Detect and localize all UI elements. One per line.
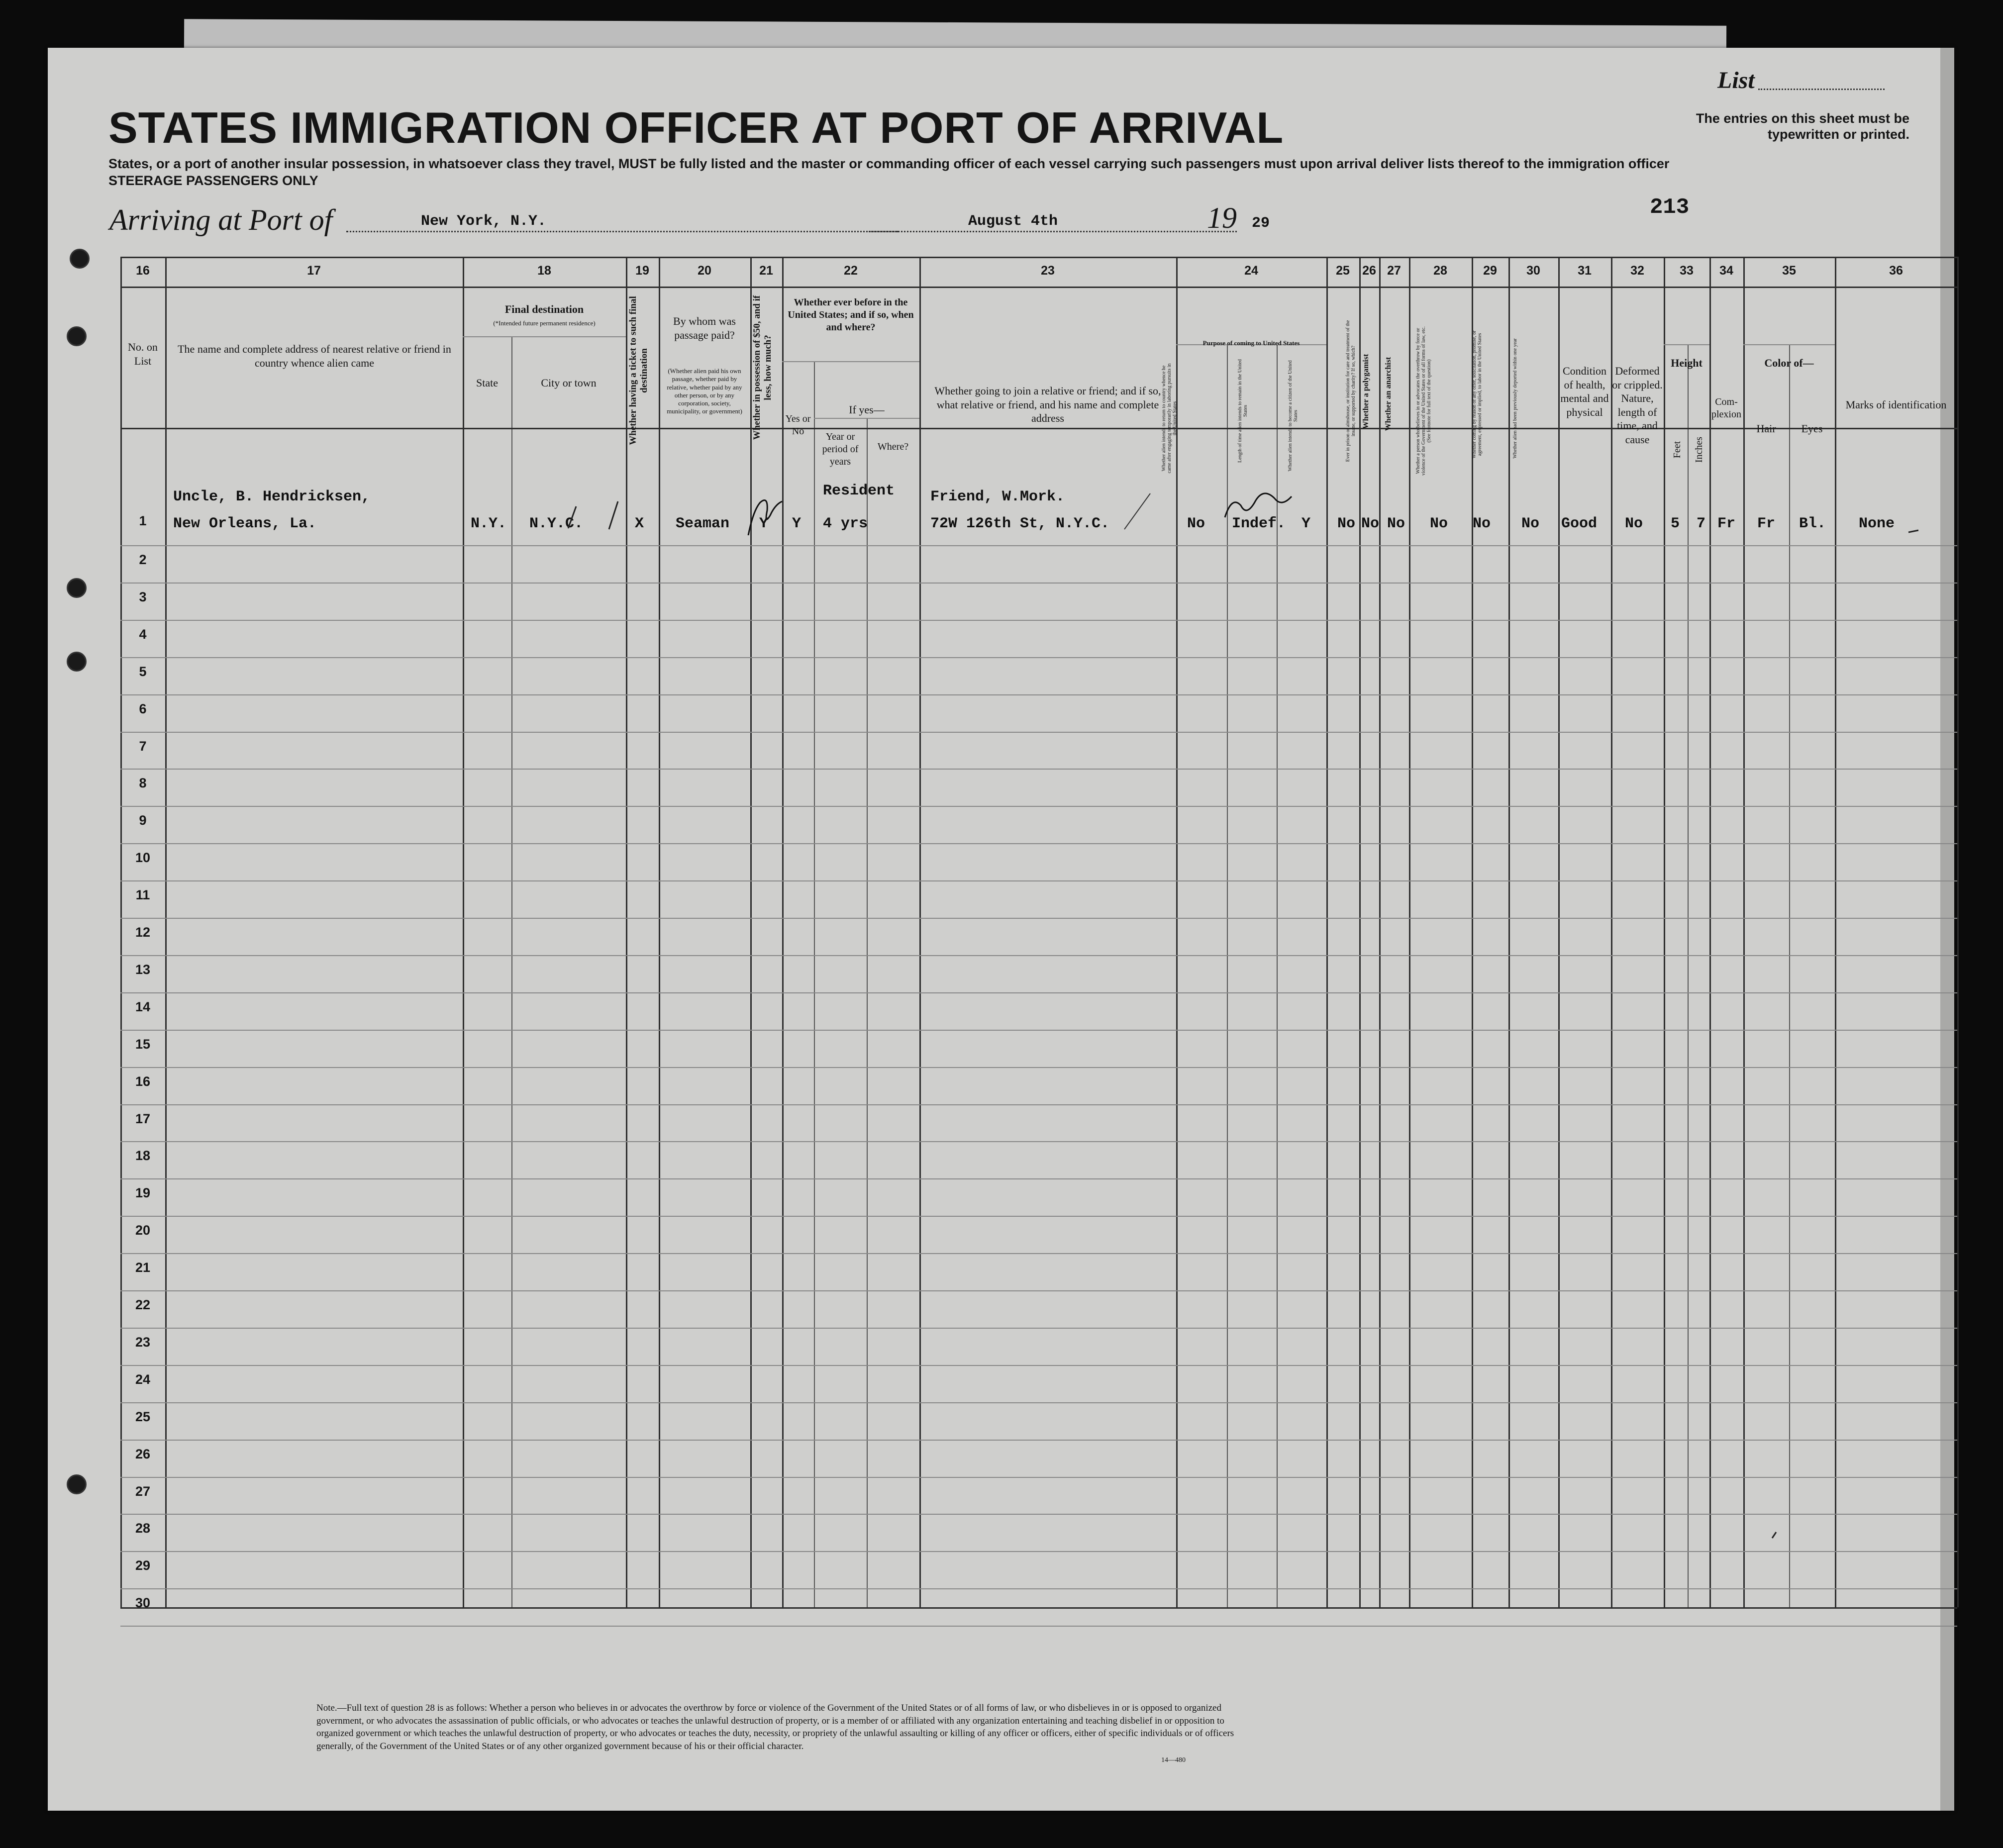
eyes-cell: Bl. — [1799, 515, 1826, 532]
col-number: 21 — [759, 264, 773, 278]
row-number: 3 — [139, 589, 147, 604]
resident-cell: Resident — [823, 483, 895, 499]
header-polygamist: Whether a polygamist — [1362, 354, 1370, 429]
years-cell: 4 yrs — [823, 515, 868, 532]
year-suffix: 29 — [1252, 215, 1270, 232]
header-complexion: Com- plexion — [1711, 396, 1741, 420]
row-number: 11 — [135, 887, 150, 903]
row-number: 29 — [135, 1558, 151, 1573]
row-number: 10 — [135, 850, 151, 866]
col-number: 17 — [307, 264, 321, 278]
row-number: 8 — [139, 776, 147, 791]
relative-address-cell: New Orleans, La. — [173, 515, 317, 532]
inches-cell: 7 — [1697, 515, 1706, 532]
header-marks: Marks of identification — [1845, 398, 1947, 411]
health-cell: Good — [1561, 515, 1598, 532]
row-number: 12 — [135, 925, 151, 940]
footnote: Note.—Full text of question 28 is as follows: Whether a person who believes in or advocates the overthrow by force or violence of the Government of the United States or of all forms of law, or who disbelieves in or is opposed to organized government, or who advocates the assassination of public officials, or who advocates or teaches the unlawful destruction of property, or is a member of or affiliated with any organization entertaining and teaching disbelief in or opposition to organized government or which teaches the unlawful destruction of property, or who advocates or teaches the duty, necessity, or propriety of the unlawful assaulting or killing of any officer or officers, either of specific individuals or of officers generally, of the Government of the United States or of any other organized government because of his or their official character. — [316, 1703, 1234, 1751]
row-number: 21 — [135, 1260, 151, 1275]
join-address-cell: 72W 126th St, N.Y.C. — [930, 515, 1110, 532]
deported-cell: No — [1521, 515, 1540, 532]
year-prefix: 19 — [1207, 201, 1237, 234]
row-number: 16 — [135, 1073, 151, 1089]
header-health: Condition of health, mental and physical — [1560, 365, 1609, 418]
prison-cell: No — [1337, 515, 1356, 532]
city-cell: N.Y.C. — [529, 515, 584, 532]
become-citizen-cell: Y — [1302, 515, 1311, 532]
col-number: 36 — [1889, 264, 1903, 278]
row-number: 20 — [135, 1223, 151, 1238]
header-eyes: Eyes — [1801, 422, 1823, 435]
header-hair: Hair — [1756, 422, 1776, 435]
col-number: 26 — [1362, 264, 1376, 278]
page-number: 213 — [1650, 195, 1690, 220]
col-number: 33 — [1680, 264, 1694, 278]
header-final-destination-sub: (*Intended future permanent residence) — [493, 319, 596, 327]
row-number: 24 — [135, 1371, 151, 1387]
manifest-sheet — [48, 48, 1954, 1811]
row-number: 18 — [135, 1148, 151, 1164]
page-subtitle: States, or a port of another insular possession, in whatsoever class they travel, MUST be fully listed and the master or commanding officer of each vessel carrying such passengers must upon arrival deliver lists thereof to the immigration officer — [108, 156, 1670, 171]
header-passage-paid: By whom was passage paid? — [673, 315, 736, 341]
deformed-cell: No — [1625, 515, 1643, 532]
row-number: 27 — [135, 1483, 151, 1499]
header-overthrow: Whether a person who believes in or advocates the overthrow by force or violence of the Government of the United States or of all forms of law, etc. (See footnote for full text of the question) — [1415, 326, 1432, 476]
row-number: 5 — [139, 664, 147, 679]
header-return-country: Whether alien intends to return to country whence he came after engaging temporarily in laboring pursuits in the United States — [1161, 363, 1178, 474]
complexion-cell: Fr — [1717, 515, 1736, 532]
header-possession-50: Whether in possession of $50, and if less, how much? — [752, 295, 773, 440]
header-become-citizen: Whether alien intends to become a citizen of the United States — [1288, 360, 1299, 472]
page-title: STATES IMMIGRATION OFFICER AT PORT OF ARRIVAL — [108, 103, 1284, 152]
header-deported: Whether alien had been previously deported within one year — [1512, 338, 1518, 459]
row-number: 9 — [139, 813, 147, 828]
header-prison: Ever in prison or almshouse, or institution for care and treatment of the insane, or supported by charity? If so, which? — [1345, 320, 1356, 462]
state-cell: N.Y. — [471, 515, 507, 532]
header-passage-paid-sub: (Whether alien paid his own passage, whether paid by relative, whether paid by any other person, or by any corporation, society, municipality, or government) — [667, 367, 742, 415]
row-number: 28 — [135, 1521, 151, 1536]
length-stay-cell: Indef. — [1232, 515, 1286, 532]
relative-name-cell: Uncle, B. Hendricksen, — [173, 488, 371, 505]
col-number: 34 — [1719, 264, 1733, 278]
ticket-cell: X — [635, 515, 644, 532]
header-height: Height — [1671, 357, 1703, 369]
money-cell: Y — [759, 515, 769, 532]
col-number: 22 — [844, 264, 858, 278]
join-name-cell: Friend, W.Mork. — [930, 488, 1065, 505]
col-number: 32 — [1630, 264, 1644, 278]
port-value: New York, N.Y. — [421, 213, 547, 230]
row-number: 17 — [135, 1111, 151, 1126]
ever-before-cell: Y — [792, 515, 801, 532]
labor-offer-cell: No — [1473, 515, 1491, 532]
header-final-destination: Final destination — [504, 303, 584, 315]
hair-cell: Fr — [1757, 515, 1776, 532]
col-number: 20 — [698, 264, 711, 278]
list-label: List — [1717, 67, 1755, 94]
row-number: 19 — [135, 1185, 151, 1201]
grid-vertical-line — [1957, 257, 1959, 1607]
form-code: 14—480 — [1161, 1756, 1186, 1764]
row-number: 13 — [135, 962, 151, 977]
row-number: 25 — [135, 1409, 151, 1424]
header-purpose: Purpose of coming to United States — [1202, 339, 1300, 347]
col-number: 18 — [537, 264, 551, 278]
overthrow-cell: No — [1430, 515, 1448, 532]
row-number: 14 — [135, 999, 151, 1014]
row-number: 26 — [135, 1446, 151, 1461]
col-number: 19 — [635, 264, 649, 278]
header-color-of: Color of— — [1764, 357, 1814, 369]
header-anarchist: Whether an anarchist — [1384, 357, 1393, 431]
col-number: 35 — [1782, 264, 1796, 278]
col-number: 28 — [1433, 264, 1447, 278]
col-number: 30 — [1526, 264, 1540, 278]
row-number: 4 — [139, 626, 147, 642]
header-length-stay: Length of time alien intends to remain in the United States — [1237, 359, 1248, 463]
arriving-label: Arriving at Port of — [109, 203, 333, 236]
col-number: 24 — [1244, 264, 1258, 278]
row-number: 1 — [139, 513, 147, 528]
row-number: 22 — [135, 1297, 151, 1312]
row-number: 2 — [139, 552, 147, 567]
header-if-yes: If yes— — [849, 403, 885, 416]
col-number: 25 — [1336, 264, 1350, 278]
polygamist-cell: No — [1361, 515, 1380, 532]
header-yes-no: Yes or No — [785, 413, 811, 437]
row-number: 30 — [135, 1595, 151, 1611]
header-labor-offer: Whether coming by reason of any offer, solicitation, promise, or agreement, expressed or implied, to labor in the United States — [1472, 330, 1483, 459]
header-ticket: Whether having a ticket to such final destination — [628, 296, 649, 445]
header-join-relative: Whether going to join a relative or friend; and if so, what relative or friend, and his name and complete address — [934, 385, 1161, 424]
anarchist-cell: No — [1387, 515, 1405, 532]
col-number: 29 — [1483, 264, 1497, 278]
header-feet: Feet — [1672, 441, 1683, 459]
header-state: State — [476, 377, 498, 389]
header-city: City or town — [541, 377, 597, 389]
entries-note: The entries on this sheet must be typewritten or printed. — [1696, 111, 1909, 142]
row-number: 23 — [135, 1334, 151, 1350]
feet-cell: 5 — [1671, 515, 1680, 532]
header-no-on-list: No. on List — [128, 341, 158, 367]
header-inches: Inches — [1694, 436, 1704, 463]
passage-paid-cell: Seaman — [676, 515, 730, 532]
header-deformed: Deformed or crippled. Nature, length of time, and cause — [1612, 365, 1663, 446]
col-number: 27 — [1387, 264, 1401, 278]
col-number: 23 — [1041, 264, 1055, 278]
col-number: 16 — [136, 264, 150, 278]
marks-cell: None — [1859, 515, 1895, 532]
header-where: Where? — [877, 441, 909, 452]
header-ever-before: Whether ever before in the United States; and if so, when and where? — [788, 297, 914, 333]
row-number: 7 — [139, 738, 147, 754]
pen-marks — [48, 48, 1954, 1811]
steerage-label: STEERAGE PASSENGERS ONLY — [108, 173, 318, 188]
row-number: 6 — [139, 701, 147, 716]
row-number: 15 — [135, 1036, 151, 1052]
return-country-cell: No — [1187, 515, 1205, 532]
date-value: August 4th — [968, 213, 1058, 230]
header-year-period: Year or period of years — [822, 431, 859, 467]
header-nearest-relative: The name and complete address of nearest relative or friend in country whence alien came — [178, 343, 451, 369]
col-number: 31 — [1578, 264, 1592, 278]
